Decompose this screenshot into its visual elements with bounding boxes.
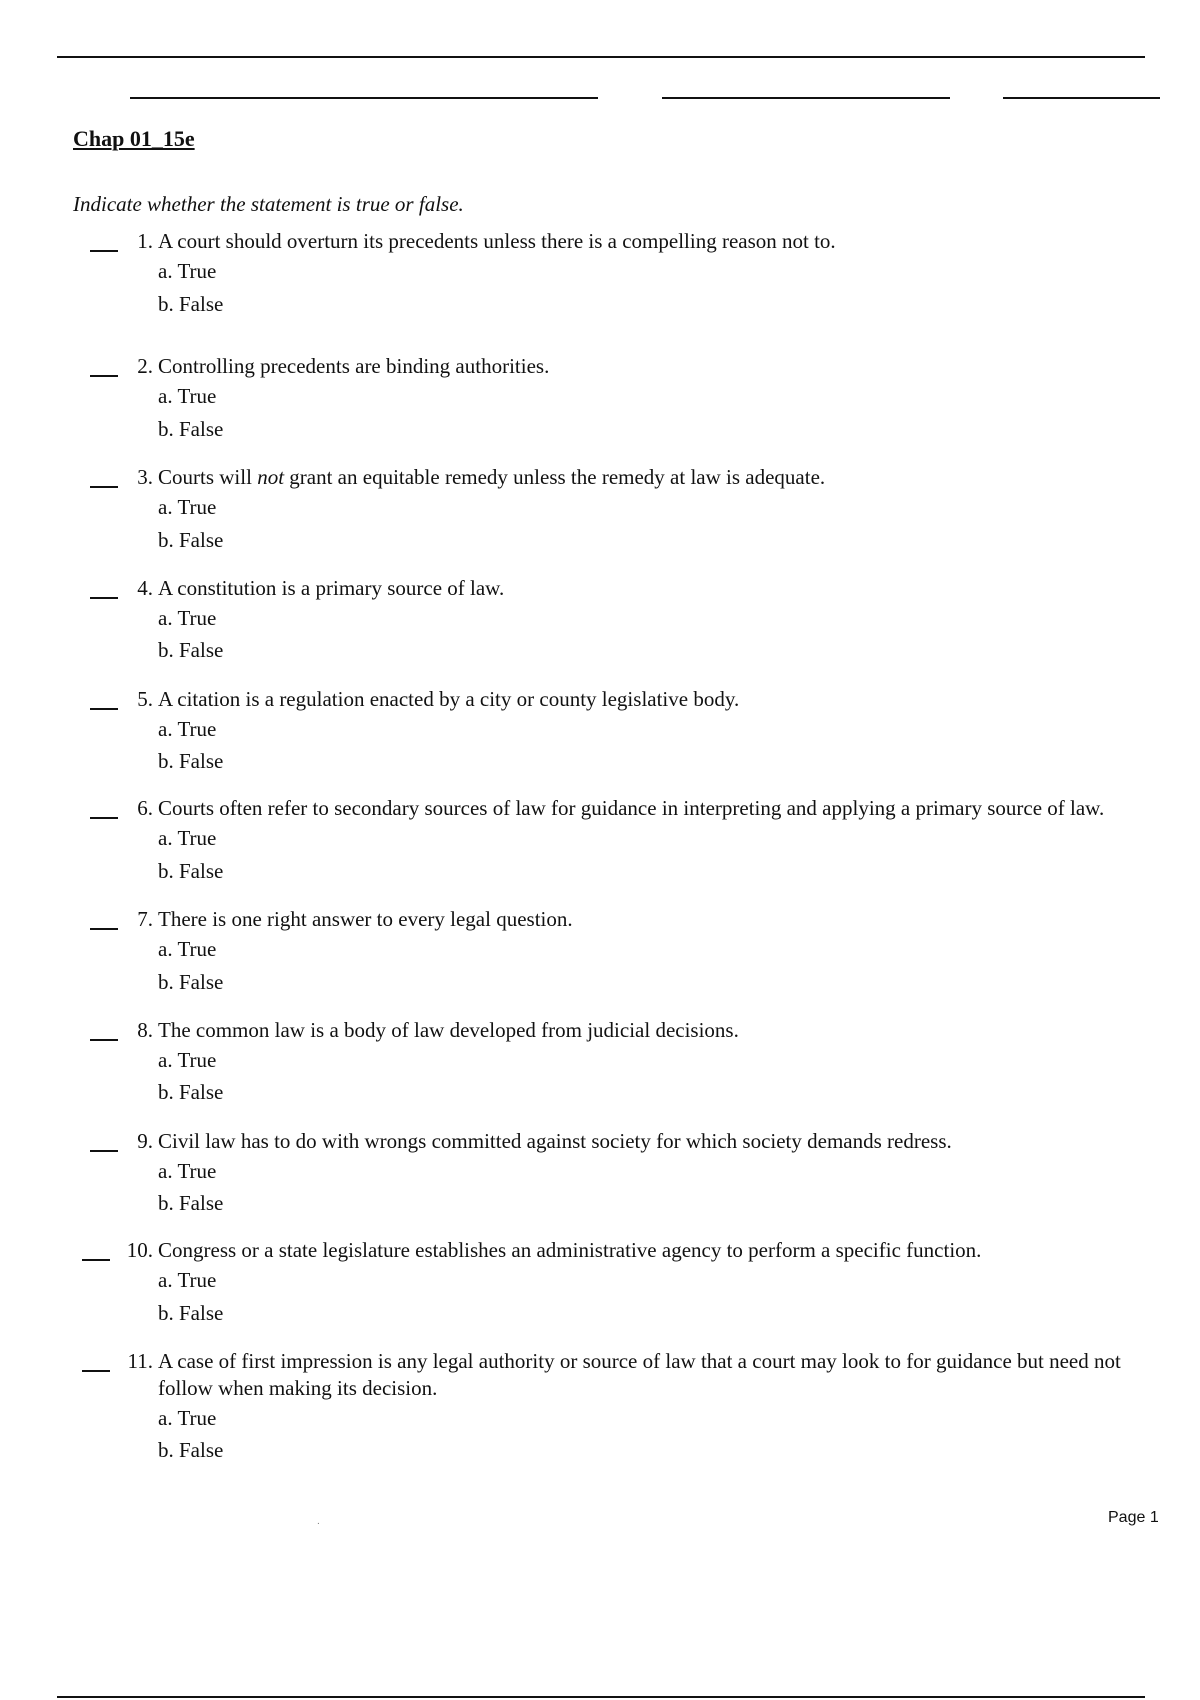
option-true: a. True	[158, 259, 217, 283]
option-false: b. False	[158, 859, 224, 883]
question-number: 1.	[137, 229, 153, 253]
option-true: a. True	[158, 495, 217, 519]
question-number: 11.	[127, 1349, 153, 1373]
question-text: Courts often refer to secondary sources of law for guidance in interpreting and applying a primary source of law.	[158, 796, 1105, 820]
option-false: b. False	[158, 528, 224, 552]
footer-mark: .	[317, 1516, 320, 1527]
date-blank-line	[1003, 97, 1160, 99]
option-true: a. True	[158, 937, 217, 961]
option-false: b. False	[158, 292, 224, 316]
option-false: b. False	[158, 970, 224, 994]
option-true: a. True	[158, 1048, 217, 1072]
question-text: Congress or a state legislature establishes an administrative agency to perform a specific function.	[158, 1238, 982, 1262]
question-number: 7.	[137, 907, 153, 931]
option-true: a. True	[158, 717, 217, 741]
option-false: b. False	[158, 1438, 224, 1462]
question-number: 9.	[137, 1129, 153, 1153]
option-true: a. True	[158, 826, 217, 850]
question-text: Civil law has to do with wrongs committed against society for which society demands redress.	[158, 1129, 952, 1153]
answer-blank	[82, 1259, 110, 1261]
option-false: b. False	[158, 1080, 224, 1104]
option-false: b. False	[158, 638, 224, 662]
option-true: a. True	[158, 1406, 217, 1430]
question-text-emphasis: not	[257, 465, 285, 489]
question-text: A court should overturn its precedents unless there is a compelling reason not to.	[158, 229, 836, 253]
question-text-end: grant an equitable remedy unless the remedy at law is adequate.	[284, 465, 826, 489]
question-number: 6.	[137, 796, 153, 820]
question-number: 2.	[137, 354, 153, 378]
question-text-start: Courts will	[158, 465, 258, 489]
question-text	[158, 464, 1158, 491]
question-text: There is one right answer to every legal question.	[158, 907, 573, 931]
question-number: 5.	[137, 687, 153, 711]
option-false: b. False	[158, 1191, 224, 1215]
option-true: a. True	[158, 384, 217, 408]
bottom-rule	[57, 1696, 1145, 1698]
option-true: a. True	[158, 1159, 217, 1183]
page-number: Page 1	[1108, 1509, 1159, 1526]
option-false: b. False	[158, 1301, 224, 1325]
question-number: 3.	[137, 465, 153, 489]
option-false: b. False	[158, 749, 224, 773]
chapter-title: Chap 01_15e	[73, 126, 195, 151]
question-number: 10.	[126, 1238, 153, 1262]
instructions: Indicate whether the statement is true or false.	[73, 192, 464, 216]
question-number: 8.	[137, 1018, 153, 1042]
option-true: a. True	[158, 606, 217, 630]
question-text: A constitution is a primary source of law.	[158, 576, 505, 600]
question-text: A citation is a regulation enacted by a city or county legislative body.	[158, 687, 740, 711]
option-true: a. True	[158, 1268, 217, 1292]
option-false: b. False	[158, 417, 224, 441]
answer-blank	[82, 1370, 110, 1372]
class-blank-line	[662, 97, 950, 99]
question-number: 4.	[137, 576, 153, 600]
name-blank-line	[130, 97, 598, 99]
question-text: A case of first impression is any legal authority or source of law that a court may look to for guidance but need not follow when making its decision.	[158, 1349, 1121, 1400]
top-rule	[57, 56, 1145, 58]
question-text: The common law is a body of law developed from judicial decisions.	[158, 1018, 739, 1042]
question-text: Controlling precedents are binding authorities.	[158, 354, 550, 378]
